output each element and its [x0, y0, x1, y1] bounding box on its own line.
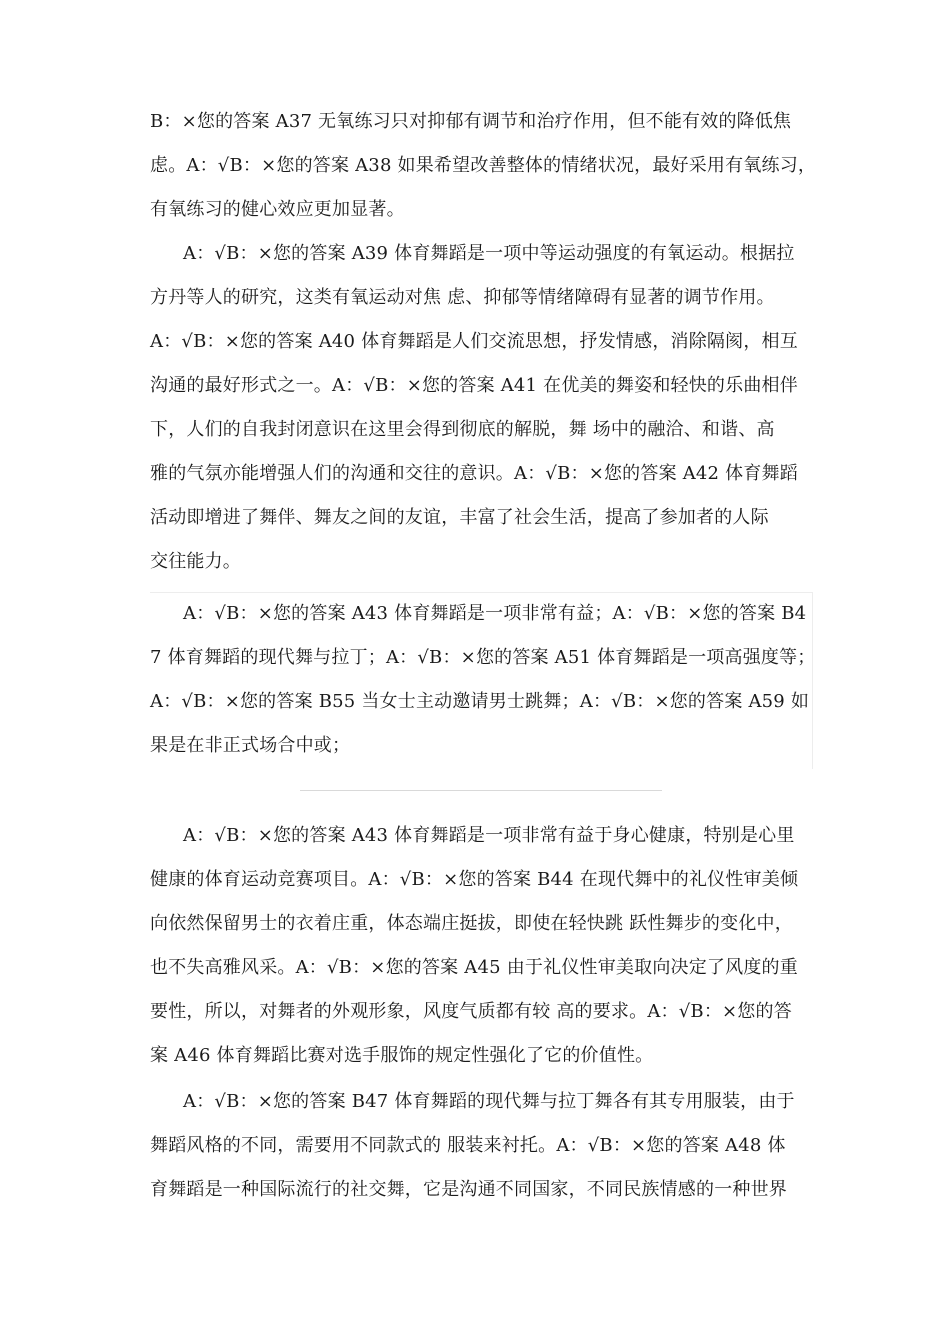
text-line: B：×您的答案 A37 无氧练习只对抑郁有调节和治疗作用，但不能有效的降低焦	[150, 111, 792, 132]
excerpt-line: A：√B：×您的答案 B55 当女士主动邀请男士跳舞；A：√B：×您的答案 A59 如	[150, 691, 810, 712]
text-line: 健康的体育运动竞赛项目。A：√B：×您的答案 B44 在现代舞中的礼仪性审美倾	[150, 869, 799, 890]
text-line: 有氧练习的健心效应更加显著。	[150, 199, 405, 220]
text-line: 雅的气氛亦能增强人们的沟通和交往的意识。A：√B：×您的答案 A42 体育舞蹈	[150, 463, 798, 484]
text-line: 活动即增进了舞伴、舞友之间的友谊，丰富了社会生活，提高了参加者的人际	[150, 507, 769, 528]
text-line: A：√B：×您的答案 A40 体育舞蹈是人们交流思想，抒发情感，消除隔阂，相互	[150, 331, 798, 352]
text-line: 下，人们的自我封闭意识在这里会得到彻底的解脱，舞 场中的融洽、和谐、高	[150, 419, 775, 440]
text-line: A：√B：×您的答案 A39 体育舞蹈是一项中等运动强度的有氧运动。根据拉	[183, 243, 795, 264]
text-line: A：√B：×您的答案 A43 体育舞蹈是一项非常有益于身心健康，特别是心里	[183, 825, 795, 846]
text-line: 虑。A：√B：×您的答案 A38 如果希望改善整体的情绪状况，最好采用有氧练习，	[150, 155, 817, 176]
section-divider	[300, 790, 662, 791]
excerpt-line: 果是在非正式场合中或；	[150, 735, 351, 756]
text-line: 也不失高雅风采。A：√B：×您的答案 A45 由于礼仪性审美取向决定了风度的重	[150, 957, 798, 978]
text-line: 向依然保留男士的衣着庄重，体态端庄挺拔，即使在轻快跳 跃性舞步的变化中，	[150, 913, 793, 934]
text-line: 舞蹈风格的不同，需要用不同款式的 服装来衬托。A：√B：×您的答案 A48 体	[150, 1135, 786, 1156]
text-line: 育舞蹈是一种国际流行的社交舞，它是沟通不同国家，不同民族情感的一种世界	[150, 1179, 787, 1200]
text-line: 沟通的最好形式之一。A：√B：×您的答案 A41 在优美的舞姿和轻快的乐曲相伴	[150, 375, 798, 396]
text-line: 要性，所以，对舞者的外观形象，风度气质都有较 高的要求。A：√B：×您的答	[150, 1001, 792, 1022]
excerpt-line: 7 体育舞蹈的现代舞与拉丁；A：√B：×您的答案 A51 体育舞蹈是一项高强度等；	[150, 647, 816, 668]
text-line: 案 A46 体育舞蹈比赛对选手服饰的规定性强化了它的价值性。	[150, 1045, 654, 1066]
text-line: 交往能力。	[150, 551, 241, 572]
text-line: A：√B：×您的答案 B47 体育舞蹈的现代舞与拉丁舞各有其专用服装，由于	[183, 1091, 795, 1112]
excerpt-line: A：√B：×您的答案 A43 体育舞蹈是一项非常有益；A：√B：×您的答案 B4	[183, 603, 807, 624]
text-line: 方丹等人的研究，这类有氧运动对焦 虑、抑郁等情绪障碍有显著的调节作用。	[150, 287, 775, 308]
